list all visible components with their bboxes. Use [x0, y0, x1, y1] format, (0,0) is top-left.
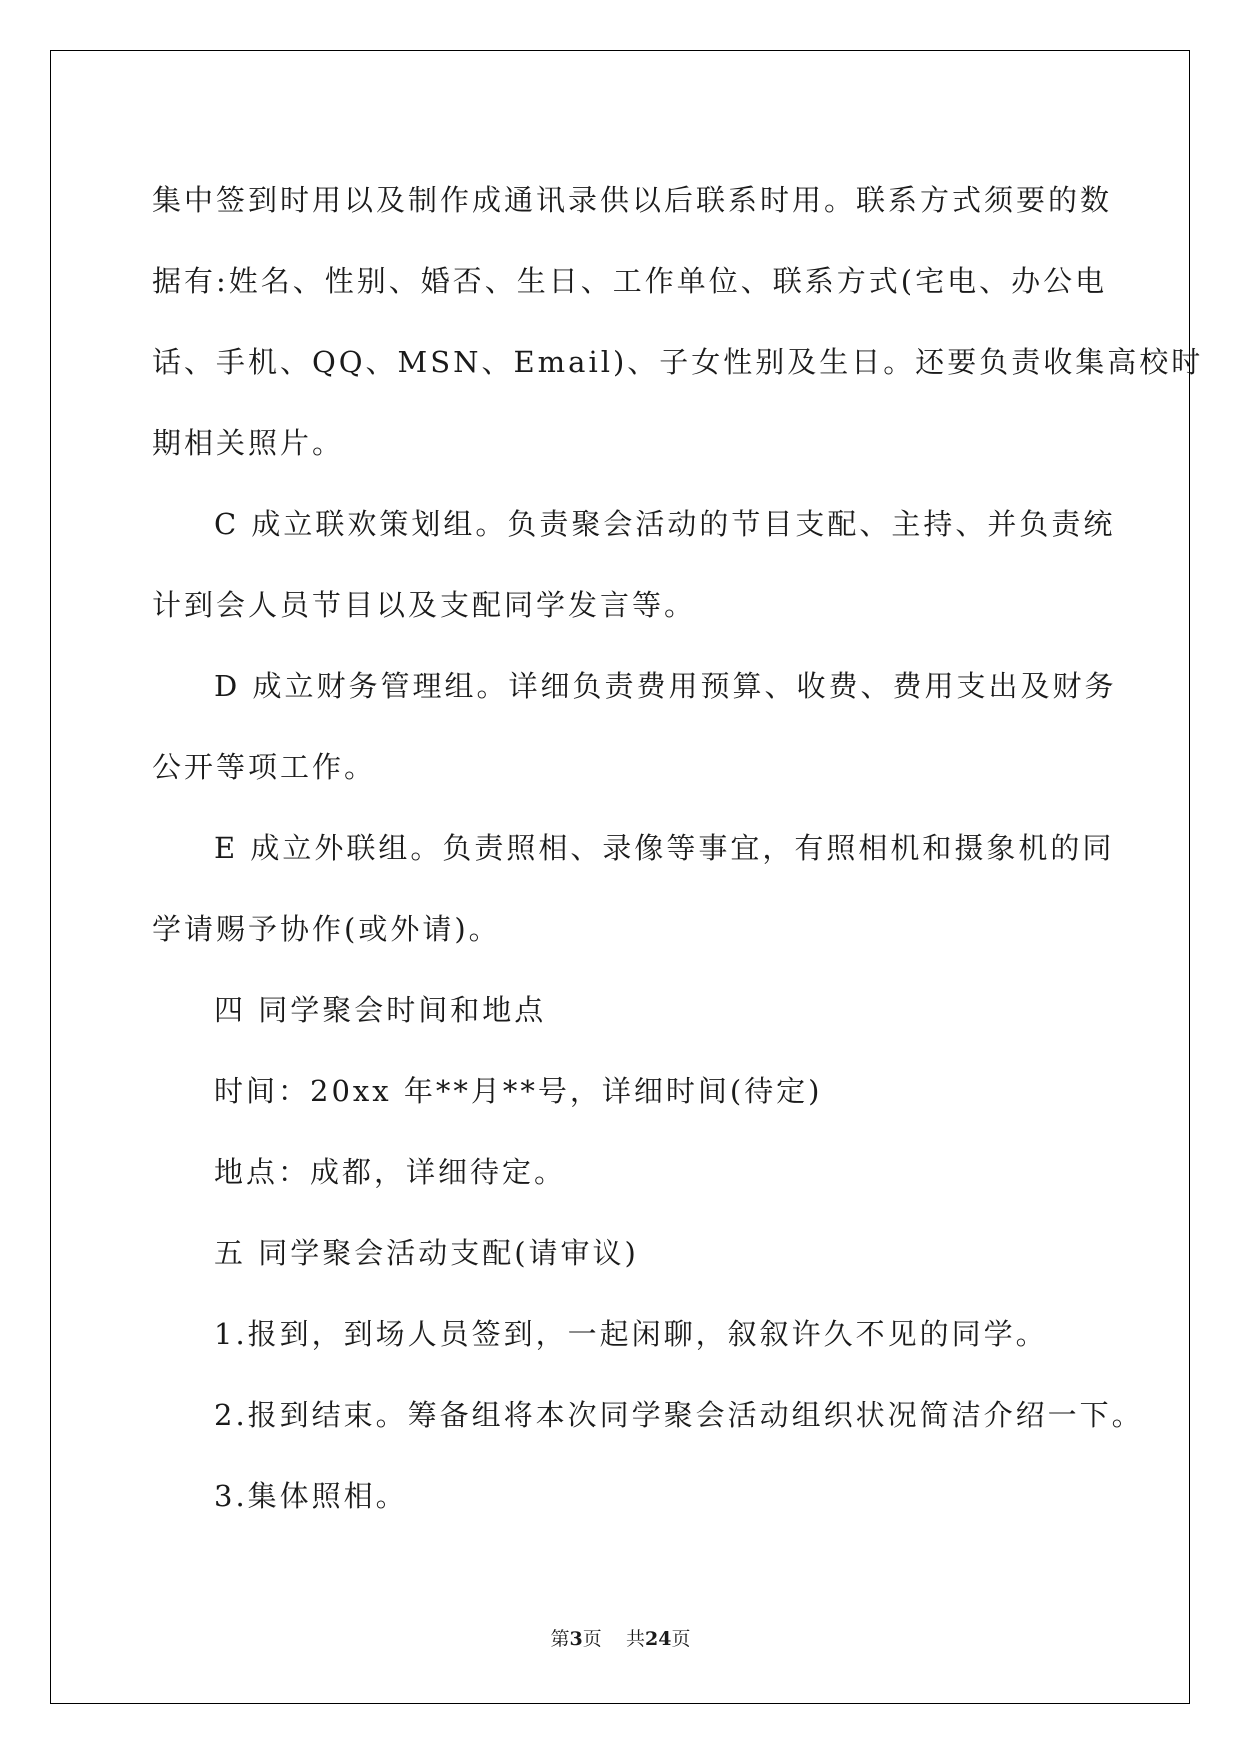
page-footer — [0, 1624, 1241, 1651]
body-line: 话、手机、QQ、MSN、Email)、子女性别及生日。还要负责收集高校时 — [152, 345, 1204, 379]
event-time-line: 时间：20xx 年**月**号，详细时间(待定) — [214, 1074, 823, 1108]
event-location-line: 地点：成都，详细待定。 — [214, 1155, 567, 1189]
body-line: 学请赐予协作(或外请)。 — [152, 912, 501, 946]
document-body — [152, 160, 1204, 1537]
footer-total-pages: 24 — [644, 1628, 672, 1650]
agenda-item-3: 3.集体照相。 — [214, 1479, 408, 1513]
agenda-item-1: 1.报到，到场人员签到，一起闲聊，叙叙许久不见的同学。 — [214, 1317, 1048, 1351]
body-line: 据有:姓名、性别、婚否、生日、工作单位、联系方式(宅电、办公电 — [152, 264, 1108, 298]
section-heading-four: 四 同学聚会时间和地点 — [214, 993, 547, 1027]
body-line: 公开等项工作。 — [152, 750, 377, 784]
paragraph-e-first-line: E 成立外联组。负责照相、录像等事宜，有照相机和摄象机的同 — [214, 831, 1115, 865]
paragraph-d-first-line: D 成立财务管理组。详细负责费用预算、收费、费用支出及财务 — [214, 669, 1117, 703]
section-heading-five: 五 同学聚会活动支配(请审议) — [214, 1236, 639, 1270]
body-line: 期相关照片。 — [152, 426, 345, 460]
body-line: 集中签到时用以及制作成通讯录供以后联系时用。联系方式须要的数 — [152, 183, 1113, 217]
body-line: 计到会人员节目以及支配同学发言等。 — [152, 588, 697, 622]
footer-total-suffix: 页 — [671, 1628, 691, 1650]
footer-page-suffix: 页 — [582, 1628, 602, 1650]
footer-page-prefix: 第 — [550, 1628, 570, 1650]
footer-total-prefix: 共 — [625, 1628, 645, 1650]
footer-page-number: 3 — [569, 1628, 583, 1650]
agenda-item-2: 2.报到结束。筹备组将本次同学聚会活动组织状况简洁介绍一下。 — [214, 1398, 1144, 1432]
paragraph-c-first-line: C 成立联欢策划组。负责聚会活动的节目支配、主持、并负责统 — [214, 507, 1116, 541]
